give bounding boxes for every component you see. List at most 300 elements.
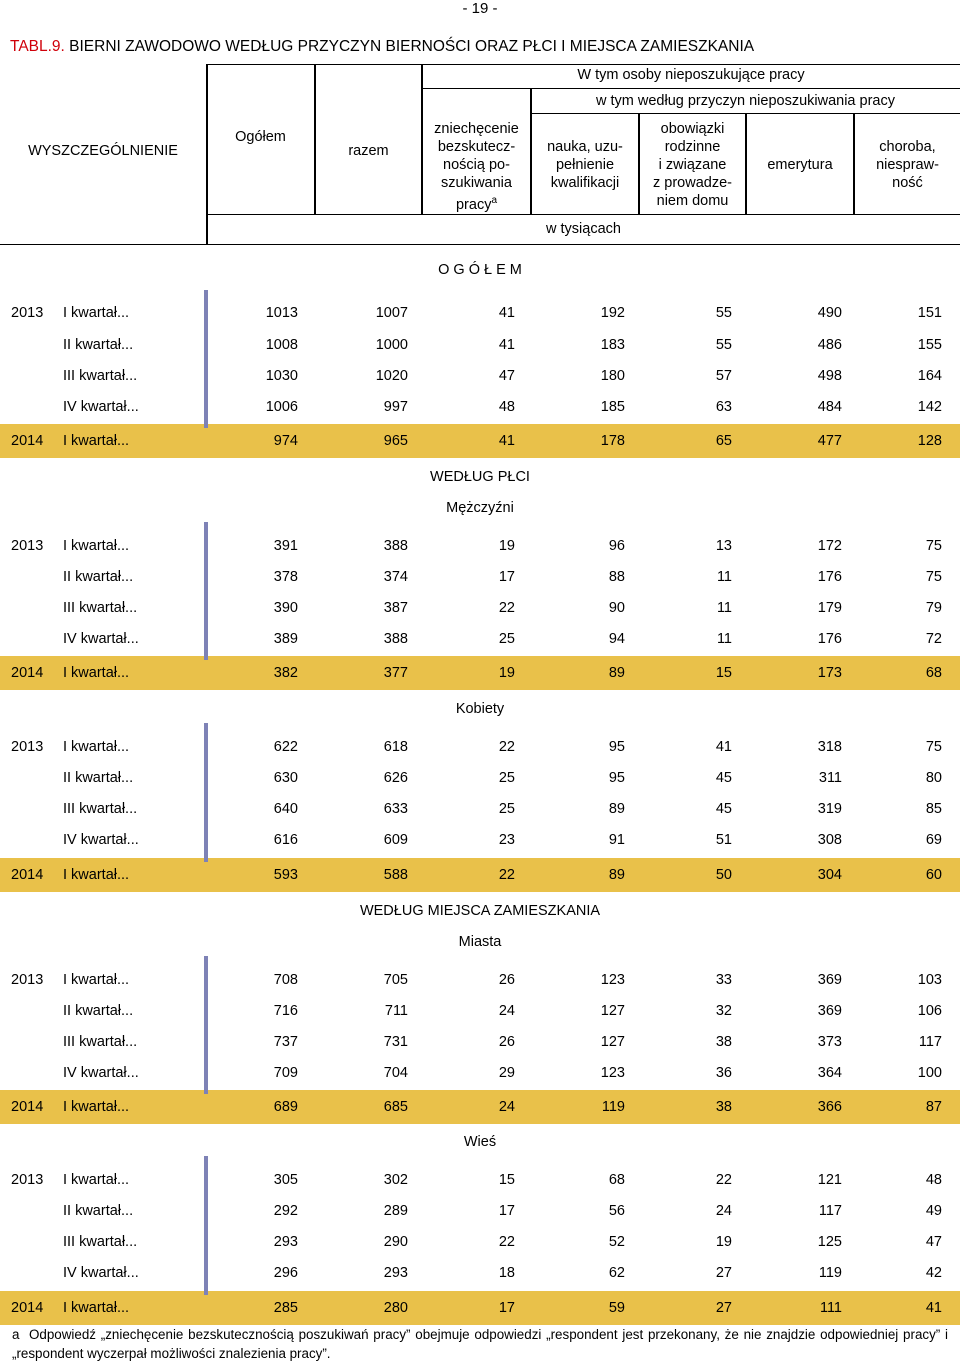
- cell-value: 123: [600, 972, 625, 988]
- cell-value: 117: [818, 1203, 842, 1219]
- cell-value: 69: [925, 832, 942, 848]
- cell-value: 155: [917, 337, 942, 353]
- header-unit: w tysiącach: [546, 221, 621, 237]
- row-label-text: I kwartał: [63, 538, 117, 554]
- cell-value: 593: [273, 867, 298, 883]
- cell-value: 38: [715, 1099, 732, 1115]
- cell-value: 89: [608, 867, 625, 883]
- cell-value: 17: [498, 1203, 515, 1219]
- row-year: 2013: [11, 739, 44, 755]
- header-line: [423, 192, 530, 214]
- header-education: [532, 138, 638, 192]
- row-label-leader: ...: [126, 399, 139, 415]
- page-number: - 19 -: [462, 0, 498, 17]
- row-label-leader: ...: [125, 1234, 138, 1250]
- row-label-text: II kwartał: [63, 569, 122, 585]
- header-line: rodzinne: [664, 139, 721, 155]
- cell-value: 280: [383, 1300, 408, 1316]
- cell-value: 48: [498, 399, 515, 415]
- cell-value: 24: [498, 1099, 515, 1115]
- row-label: [63, 972, 129, 989]
- row-label-text: II kwartał: [63, 1003, 122, 1019]
- cell-value: 41: [925, 1300, 942, 1316]
- cell-value: 498: [817, 368, 842, 384]
- row-label-leader: ...: [121, 1003, 134, 1019]
- cell-value: 173: [817, 665, 842, 681]
- row-label-leader: ...: [126, 631, 139, 647]
- cell-value: 59: [608, 1300, 625, 1316]
- stub-rule: [204, 1156, 208, 1295]
- table-title-text: BIERNI ZAWODOWO WEDŁUG PRZYCZYN BIERNOŚCI ORAZ PŁCI I MIEJSCA ZAMIESZKANIA: [69, 38, 755, 55]
- cell-value: 366: [817, 1099, 842, 1115]
- cell-value: 45: [715, 770, 732, 786]
- header-line: nością po-: [443, 157, 510, 173]
- row-label-leader: ...: [117, 305, 130, 321]
- cell-value: 127: [600, 1003, 625, 1019]
- cell-value: 711: [384, 1003, 408, 1019]
- cell-value: 622: [273, 739, 298, 755]
- cell-value: 387: [383, 600, 408, 616]
- row-label: [63, 337, 133, 354]
- row-label: [63, 569, 133, 586]
- row-label-leader: ...: [117, 867, 130, 883]
- row-label-text: I kwartał: [63, 739, 117, 755]
- cell-value: 41: [498, 433, 515, 449]
- cell-value: 369: [817, 1003, 842, 1019]
- cell-value: 15: [498, 1172, 515, 1188]
- row-label: [63, 832, 139, 849]
- cell-value: 22: [498, 739, 515, 755]
- footnote-marker: a: [491, 195, 498, 206]
- cell-value: 997: [383, 399, 408, 415]
- table-row: [0, 1227, 960, 1258]
- header-line-text: pracy: [455, 196, 492, 213]
- cell-value: 633: [383, 801, 408, 817]
- cell-value: 55: [715, 305, 732, 321]
- cell-value: 75: [925, 739, 942, 755]
- cell-value: 705: [383, 972, 408, 988]
- cell-value: 19: [715, 1234, 732, 1250]
- stub-rule: [204, 522, 208, 660]
- section-heading: WEDŁUG PŁCI: [430, 469, 530, 485]
- cell-value: 490: [817, 305, 842, 321]
- cell-value: 42: [925, 1265, 942, 1281]
- cell-value: 19: [498, 538, 515, 554]
- cell-value: 22: [498, 867, 515, 883]
- footnote: [12, 1325, 948, 1363]
- row-label: [63, 1234, 137, 1251]
- row-label-leader: ...: [117, 433, 130, 449]
- row-year: 2014: [11, 1300, 44, 1316]
- header-line: pełnienie: [555, 157, 615, 173]
- cell-value: 616: [273, 832, 298, 848]
- cell-value: 117: [918, 1034, 942, 1050]
- cell-value: 32: [715, 1003, 732, 1019]
- table-row: [0, 763, 960, 794]
- cell-value: 25: [498, 631, 515, 647]
- table-row: [0, 531, 960, 562]
- row-label-text: I kwartał: [63, 1099, 117, 1115]
- section-heading: WEDŁUG MIEJSCA ZAMIESZKANIA: [359, 903, 601, 919]
- header-rule: [207, 214, 960, 215]
- cell-value: 731: [383, 1034, 408, 1050]
- row-label-text: II kwartał: [63, 1203, 122, 1219]
- cell-value: 89: [608, 665, 625, 681]
- table-row: [0, 562, 960, 593]
- header-line: bezskutecz-: [437, 139, 516, 155]
- cell-value: 52: [608, 1234, 625, 1250]
- footnote-text: Odpowiedź „zniechęcenie bezskutecznością poszukiwań pracy” obejmuje odpowiedzi „respondent jest przekonany, że nie znajdzie odpowiedniej pracy” i „respondent wyczerpał możliwości znalezienia pracy”.: [12, 1327, 948, 1361]
- row-label: [63, 399, 139, 416]
- row-label-text: IV kwartał: [63, 399, 127, 415]
- cell-value: 121: [817, 1172, 842, 1188]
- stub-rule: [204, 956, 208, 1094]
- row-label: [63, 631, 139, 648]
- cell-value: 95: [608, 770, 625, 786]
- header-illness: [855, 138, 960, 192]
- row-label-leader: ...: [125, 801, 138, 817]
- cell-value: 119: [818, 1265, 842, 1281]
- row-year: 2013: [11, 972, 44, 988]
- row-label-leader: ...: [117, 1172, 130, 1188]
- cell-value: 374: [383, 569, 408, 585]
- cell-value: 588: [383, 867, 408, 883]
- row-label-leader: ...: [121, 569, 134, 585]
- cell-value: 708: [273, 972, 298, 988]
- cell-value: 106: [917, 1003, 942, 1019]
- header-line: zniechęcenie: [434, 121, 519, 137]
- cell-value: 319: [817, 801, 842, 817]
- row-label-text: IV kwartał: [63, 631, 127, 647]
- row-label: [63, 1065, 139, 1082]
- cell-value: 75: [925, 569, 942, 585]
- cell-value: 11: [716, 569, 732, 585]
- cell-value: 185: [600, 399, 625, 415]
- row-label-text: I kwartał: [63, 1300, 117, 1316]
- cell-value: 91: [608, 832, 625, 848]
- header-description: WYSZCZEGÓLNIENIE: [28, 143, 178, 159]
- cell-value: 25: [498, 770, 515, 786]
- row-label: [63, 801, 137, 818]
- cell-value: 285: [273, 1300, 298, 1316]
- row-label: [63, 770, 133, 787]
- cell-value: 377: [383, 665, 408, 681]
- row-label: [63, 1265, 139, 1282]
- cell-value: 85: [925, 801, 942, 817]
- row-label: [63, 1003, 133, 1020]
- header-family: [640, 120, 745, 210]
- row-label: [63, 739, 129, 756]
- row-label-leader: ...: [117, 665, 130, 681]
- row-label-text: III kwartał: [63, 368, 126, 384]
- row-label-leader: ...: [121, 1203, 134, 1219]
- cell-value: 19: [498, 665, 515, 681]
- cell-value: 41: [715, 739, 732, 755]
- header-line: choroba,: [879, 139, 936, 155]
- section-heading: O G Ó Ł E M: [438, 262, 522, 278]
- table-row: [0, 825, 960, 856]
- cell-value: 111: [819, 1300, 842, 1316]
- cell-value: 484: [817, 399, 842, 415]
- cell-value: 38: [715, 1034, 732, 1050]
- header-line: nauka, uzu-: [547, 139, 623, 155]
- cell-value: 123: [600, 1065, 625, 1081]
- cell-value: 290: [383, 1234, 408, 1250]
- cell-value: 192: [600, 305, 625, 321]
- cell-value: 45: [715, 801, 732, 817]
- header-total: Ogółem: [235, 129, 286, 145]
- cell-value: 26: [498, 972, 515, 988]
- row-label-text: III kwartał: [63, 801, 126, 817]
- cell-value: 36: [715, 1065, 732, 1081]
- cell-value: 75: [925, 538, 942, 554]
- cell-value: 11: [716, 631, 732, 647]
- cell-value: 388: [383, 538, 408, 554]
- cell-value: 47: [498, 368, 515, 384]
- cell-value: 22: [498, 1234, 515, 1250]
- table-row: [0, 1291, 960, 1325]
- cell-value: 974: [273, 433, 298, 449]
- cell-value: 55: [715, 337, 732, 353]
- table-row: [0, 858, 960, 892]
- cell-value: 1013: [265, 305, 298, 321]
- cell-value: 103: [917, 972, 942, 988]
- cell-value: 390: [273, 600, 298, 616]
- row-label-leader: ...: [126, 832, 139, 848]
- row-year: 2014: [11, 867, 44, 883]
- row-label-leader: ...: [125, 368, 138, 384]
- row-label-leader: ...: [117, 1300, 130, 1316]
- section-subheading: Miasta: [458, 934, 502, 950]
- row-label: [63, 433, 129, 450]
- row-label-leader: ...: [117, 739, 130, 755]
- row-label-text: I kwartał: [63, 1172, 117, 1188]
- cell-value: 308: [817, 832, 842, 848]
- cell-value: 151: [917, 305, 942, 321]
- header-rule: [422, 88, 960, 89]
- section-subheading: Wieś: [463, 1134, 497, 1150]
- cell-value: 716: [273, 1003, 298, 1019]
- cell-value: 96: [608, 538, 625, 554]
- cell-value: 128: [917, 433, 942, 449]
- header-line: szukiwania: [441, 175, 512, 191]
- cell-value: 29: [498, 1065, 515, 1081]
- cell-value: 27: [715, 1300, 732, 1316]
- cell-value: 1030: [265, 368, 298, 384]
- row-label-leader: ...: [117, 1099, 130, 1115]
- cell-value: 296: [273, 1265, 298, 1281]
- table-row: [0, 1027, 960, 1058]
- cell-value: 293: [273, 1234, 298, 1250]
- row-year: 2014: [11, 1099, 44, 1115]
- cell-value: 125: [817, 1234, 842, 1250]
- cell-value: 292: [273, 1203, 298, 1219]
- row-label-leader: ...: [125, 1034, 138, 1050]
- table-row: [0, 624, 960, 655]
- cell-value: 709: [273, 1065, 298, 1081]
- cell-value: 95: [608, 739, 625, 755]
- cell-value: 25: [498, 801, 515, 817]
- cell-value: 90: [608, 600, 625, 616]
- cell-value: 80: [925, 770, 942, 786]
- header-rule: [0, 244, 960, 245]
- cell-value: 63: [715, 399, 732, 415]
- table-row: [0, 1058, 960, 1089]
- table-row: [0, 1165, 960, 1196]
- cell-value: 388: [383, 631, 408, 647]
- row-label: [63, 368, 137, 385]
- row-label-leader: ...: [121, 337, 134, 353]
- row-label-text: IV kwartał: [63, 1065, 127, 1081]
- row-label: [63, 665, 129, 682]
- cell-value: 47: [925, 1234, 942, 1250]
- cell-value: 178: [600, 433, 625, 449]
- cell-value: 378: [273, 569, 298, 585]
- cell-value: 57: [715, 368, 732, 384]
- cell-value: 65: [715, 433, 732, 449]
- cell-value: 289: [383, 1203, 408, 1219]
- row-label: [63, 867, 129, 884]
- cell-value: 486: [817, 337, 842, 353]
- cell-value: 179: [817, 600, 842, 616]
- cell-value: 48: [925, 1172, 942, 1188]
- row-label-text: II kwartał: [63, 337, 122, 353]
- cell-value: 127: [600, 1034, 625, 1050]
- cell-value: 79: [925, 600, 942, 616]
- cell-value: 364: [817, 1065, 842, 1081]
- table-row: [0, 361, 960, 392]
- cell-value: 88: [608, 569, 625, 585]
- table-row: [0, 1090, 960, 1124]
- cell-value: 311: [818, 770, 842, 786]
- cell-value: 1007: [375, 305, 408, 321]
- row-label-text: III kwartał: [63, 1234, 126, 1250]
- table-row: [0, 1196, 960, 1227]
- cell-value: 176: [817, 631, 842, 647]
- row-label-text: III kwartał: [63, 600, 126, 616]
- row-label: [63, 1099, 129, 1116]
- header-reasons: w tym według przyczyn nieposzukiwania pracy: [596, 93, 895, 109]
- cell-value: 172: [817, 538, 842, 554]
- footnote-marker: a: [12, 1327, 20, 1342]
- table-row: [0, 996, 960, 1027]
- cell-value: 51: [715, 832, 732, 848]
- row-label-text: II kwartał: [63, 770, 122, 786]
- cell-value: 119: [601, 1099, 625, 1115]
- row-year: 2014: [11, 665, 44, 681]
- cell-value: 630: [273, 770, 298, 786]
- cell-value: 11: [716, 600, 732, 616]
- cell-value: 26: [498, 1034, 515, 1050]
- table-row: [0, 965, 960, 996]
- table-title: [10, 38, 754, 56]
- cell-value: 382: [273, 665, 298, 681]
- cell-value: 305: [273, 1172, 298, 1188]
- table-row: [0, 330, 960, 361]
- row-label-leader: ...: [125, 600, 138, 616]
- cell-value: 89: [608, 801, 625, 817]
- cell-value: 50: [715, 867, 732, 883]
- row-label-text: I kwartał: [63, 305, 117, 321]
- cell-value: 23: [498, 832, 515, 848]
- header-rule: [207, 64, 960, 65]
- cell-value: 626: [383, 770, 408, 786]
- header-razem: razem: [348, 143, 389, 159]
- header-line: z prowadze-: [653, 175, 732, 191]
- cell-value: 72: [925, 631, 942, 647]
- cell-value: 689: [273, 1099, 298, 1115]
- table-row: [0, 424, 960, 458]
- cell-value: 87: [925, 1099, 942, 1115]
- row-label-leader: ...: [121, 770, 134, 786]
- header-line: niespraw-: [876, 157, 939, 173]
- row-year: 2013: [11, 538, 44, 554]
- table-row: [0, 298, 960, 329]
- row-year: 2013: [11, 305, 44, 321]
- cell-value: 17: [498, 1300, 515, 1316]
- header-divider: [314, 64, 316, 214]
- row-label-leader: ...: [117, 972, 130, 988]
- cell-value: 1006: [265, 399, 298, 415]
- row-label: [63, 1300, 129, 1317]
- cell-value: 62: [608, 1265, 625, 1281]
- header-line: niem domu: [656, 193, 729, 209]
- row-label-leader: ...: [126, 1065, 139, 1081]
- cell-value: 1020: [375, 368, 408, 384]
- cell-value: 176: [817, 569, 842, 585]
- cell-value: 609: [383, 832, 408, 848]
- row-label: [63, 305, 129, 322]
- table-row: [0, 794, 960, 825]
- header-discouraged: [423, 120, 530, 214]
- cell-value: 68: [608, 1172, 625, 1188]
- cell-value: 68: [925, 665, 942, 681]
- cell-value: 477: [817, 433, 842, 449]
- header-line: obowiązki: [660, 121, 725, 137]
- row-label-text: I kwartał: [63, 665, 117, 681]
- cell-value: 94: [608, 631, 625, 647]
- cell-value: 640: [273, 801, 298, 817]
- row-label: [63, 1203, 133, 1220]
- cell-value: 373: [817, 1034, 842, 1050]
- cell-value: 389: [273, 631, 298, 647]
- table-number: TABL.9.: [10, 38, 70, 55]
- row-label-text: IV kwartał: [63, 1265, 127, 1281]
- cell-value: 302: [383, 1172, 408, 1188]
- cell-value: 164: [917, 368, 942, 384]
- cell-value: 369: [817, 972, 842, 988]
- cell-value: 22: [498, 600, 515, 616]
- cell-value: 24: [498, 1003, 515, 1019]
- cell-value: 41: [498, 305, 515, 321]
- cell-value: 293: [383, 1265, 408, 1281]
- row-year: 2013: [11, 1172, 44, 1188]
- cell-value: 41: [498, 337, 515, 353]
- cell-value: 391: [273, 538, 298, 554]
- cell-value: 13: [715, 538, 732, 554]
- cell-value: 1000: [375, 337, 408, 353]
- cell-value: 60: [925, 867, 942, 883]
- row-label-text: III kwartał: [63, 1034, 126, 1050]
- row-label: [63, 1172, 129, 1189]
- row-year: 2014: [11, 433, 44, 449]
- cell-value: 618: [383, 739, 408, 755]
- cell-value: 56: [608, 1203, 625, 1219]
- table-row: [0, 392, 960, 423]
- cell-value: 180: [600, 368, 625, 384]
- cell-value: 27: [715, 1265, 732, 1281]
- cell-value: 737: [273, 1034, 298, 1050]
